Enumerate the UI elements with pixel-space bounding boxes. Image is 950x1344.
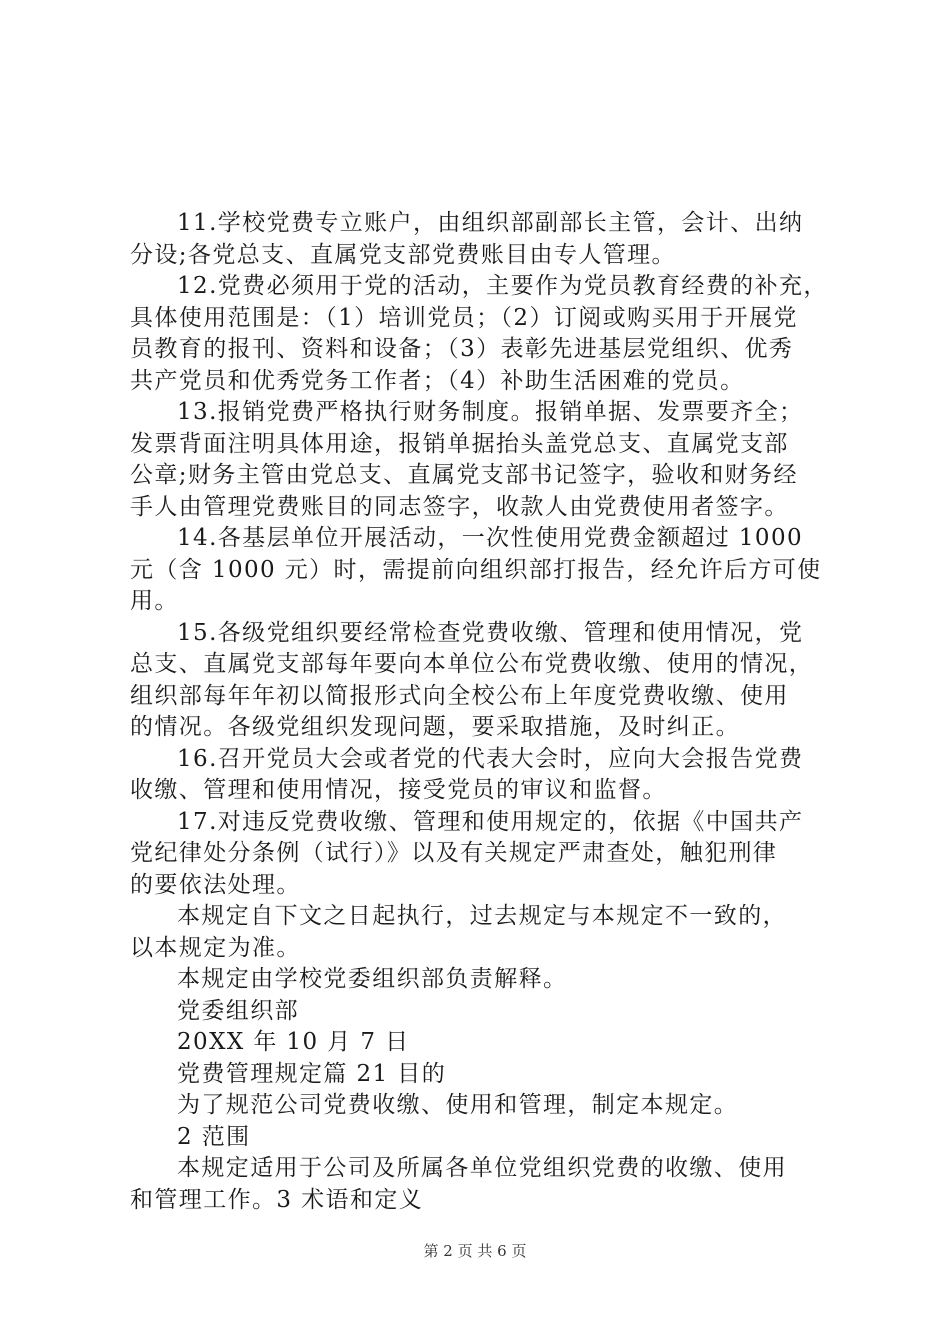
text-line: 公章;财务主管由党总支、直属党支部书记签字，验收和财务经 <box>130 462 798 488</box>
text-line: 分设;各党总支、直属党支部党费账目由专人管理。 <box>130 241 676 268</box>
text-line: 本规定自下文之日起执行，过去规定与本规定不一致的， <box>177 903 787 929</box>
text-line: 收缴、管理和使用情况，接受党员的审议和监督。 <box>130 777 667 803</box>
text-line: 本规定由学校党委组织部负责解释。 <box>177 966 568 992</box>
text-line: 20XX 年 10 月 7 日 <box>177 1029 410 1055</box>
text-line: 员教育的报刊、资料和设备；（3）表彰先进基层党组织、优秀 <box>130 336 794 362</box>
text-line: 11.学校党费专立账户，由组织部副部长主管，会计、出纳 <box>177 210 804 236</box>
text-line: 党纪律处分条例（试行）》以及有关规定严肃查处，触犯刑律 <box>130 840 778 866</box>
text-line: 组织部每年年初以简报形式向全校公布上年度党费收缴、使用 <box>130 682 789 709</box>
text-line: 以本规定为准。 <box>130 934 301 961</box>
text-line: 党费管理规定篇 21 目的 <box>177 1060 447 1087</box>
text-line: 共产党员和优秀党务工作者；（4）补助生活困难的党员。 <box>130 367 745 394</box>
text-line: 和管理工作。3 术语和定义 <box>130 1186 424 1213</box>
text-line: 党委组织部 <box>177 997 299 1024</box>
text-line: 总支、直属党支部每年要向本单位公布党费收缴、使用的情况， <box>130 651 814 677</box>
document-body <box>130 208 830 1216</box>
text-line: 本规定适用于公司及所属各单位党组织党费的收缴、使用 <box>177 1155 787 1181</box>
text-line: 12.党费必须用于党的活动，主要作为党员教育经费的补充， <box>177 273 828 299</box>
text-line: 16.召开党员大会或者党的代表大会时，应向大会报告党费 <box>177 745 804 772</box>
text-line: 用。 <box>130 588 179 614</box>
text-line: 的要依法处理。 <box>130 871 301 898</box>
text-line: 13.报销党费严格执行财务制度。报销单据、发票要齐全； <box>177 399 804 425</box>
text-line: 14.各基层单位开展活动，一次性使用党费金额超过 1000 <box>177 525 804 551</box>
text-line: 发票背面注明具体用途，报销单据抬头盖党总支、直属党支部 <box>130 430 789 457</box>
text-line: 手人由管理党费账目的同志签字，收款人由党费使用者签字。 <box>130 493 789 520</box>
text-line: 17.对违反党费收缴、管理和使用规定的，依据《中国共产 <box>177 808 804 835</box>
page-footer: 第 2 页 共 6 页 <box>423 1242 527 1260</box>
text-line: 为了规范公司党费收缴、使用和管理，制定本规定。 <box>177 1092 739 1118</box>
text-line: 元（含 1000 元）时，需提前向组织部打报告，经允许后方可使 <box>130 556 822 583</box>
text-line: 15.各级党组织要经常检查党费收缴、管理和使用情况，党 <box>177 619 804 646</box>
text-line: 的情况。各级党组织发现问题，要采取措施，及时纠正。 <box>130 714 740 740</box>
text-line: 具体使用范围是：（1）培训党员；（2）订阅或购买用于开展党 <box>130 304 798 331</box>
text-line: 2 范围 <box>177 1123 251 1150</box>
